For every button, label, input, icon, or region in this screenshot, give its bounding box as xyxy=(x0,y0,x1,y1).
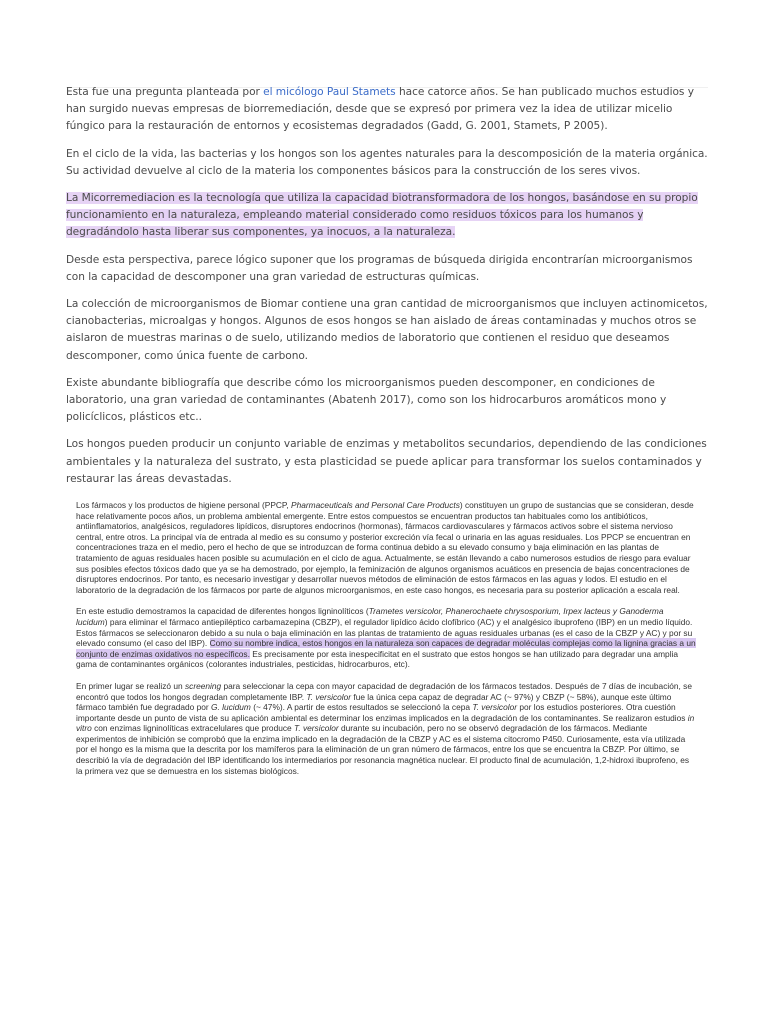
mycologist-link[interactable]: el micólogo Paul Stamets xyxy=(263,86,396,98)
paragraph-7: Los hongos pueden producir un conjunto variable de enzimas y metabolitos secundarios, dependiendo de las condiciones ambientales y la naturaleza del sustrato, y esta plasticidad se puede aplicar para transformar los suelos contaminados y restaurar las áreas devastadas. xyxy=(66,438,707,485)
excerpt-3-text-b: para seleccionar la cepa con mayor capacidad de degradación de los fármacos testados. Después de 7 días de incubación, se encontró que todos los hongos degradan completamente IBP. xyxy=(76,680,692,702)
excerpt-paragraph-2 xyxy=(76,606,696,670)
excerpt-3-em-c: G. lucidum xyxy=(210,702,251,713)
excerpt-2-text: En este estudio demostramos la capacidad de diferentes hongos ligninolíticos ( xyxy=(76,606,369,617)
excerpt-2-text-cont: ) para eliminar el fármaco antiepiléptico carbamazepina (CBZP), el regulador lipídico ácido clofíbrico (AC) y el analgésico ibuprofeno (IBP) en un medio líquido. Estos fármacos se seleccionaron debido a su nula o baja eliminación en las plantas de tratamiento de aguas residuales urbanas (es el caso de la CBZP y AC) y por su elevado consumo (el caso del IBP). xyxy=(76,616,693,649)
excerpt-1-italic: Pharmaceuticals and Personal Care Products xyxy=(291,500,460,510)
excerpt-3-text-c: fue la única cepa capaz de degradar AC (~ 97%) y CBZP (~ 58%), aunque este último fármaco también fue degradado por xyxy=(76,691,672,713)
paragraph-1 xyxy=(66,84,708,136)
excerpt-3-text-e: por los estudios posteriores. Otra cuestión importante desde un punto de vista de su aplicación ambiental es determinar los enzimas implicados en la degradación de los contaminantes. Se realizaron estudios xyxy=(76,702,688,723)
excerpt-3-text-g: durante su incubación, pero no se observó degradación de los fármacos. Mediante experimentos de inhibición se comprobó que la enzima implicado en la degradación de la CBZP y AC es el sistema citocromo P450. Curiosamente, esta vía utilizada por el hongo es la misma que la descrita por los mamíferos para la eliminación de un gran número de fármacos, entre los que se encuentra la CBZP. Por último, se describió la vía de degradación del IBP identificando los intermediarios por resonancia magnética nuclear. El producto final de acumulación, 1,2-hidroxi ibuprofeno, es la primera vez que se demuestra en los sistemas biológicos. xyxy=(76,723,690,776)
excerpt-2-text-end: Es precisamente por esta inespecificitat en el sustrato que estos hongos se han utilizado para degradar una amplia gama de contaminantes orgánicos (colorantes industriales, pesticidas, hidrocarburos, etc). xyxy=(76,648,679,670)
excerpt-2-highlight: Como su nombre indica, estos hongos en la naturaleza son capaces de degradar moléculas complejas como la lignina gracias a un conjunto de enzimas oxidativos no específicos. xyxy=(76,638,696,659)
scanned-excerpt xyxy=(76,500,696,787)
excerpt-3-em-e: in vitro xyxy=(76,712,695,734)
article-top-section xyxy=(66,84,708,498)
paragraph-1-text-start: Esta fue una pregunta planteada por xyxy=(66,86,264,98)
paragraph-3-highlighted xyxy=(66,190,708,242)
excerpt-paragraph-3 xyxy=(76,681,696,776)
excerpt-3-text-a: En primer lugar se realizó un xyxy=(76,680,185,691)
highlighted-text: La Micorremediacion es la tecnología que utiliza la capacidad biotransformadora de los hongos, basándose en su propio funcionamiento en la naturaleza, empleando material considerado como residuos tóxicos para los humanos y degradándolo hasta liberar sus componentes, ya inocuos, a la naturaleza. xyxy=(66,192,698,239)
excerpt-1-text: Los fármacos y los productos de higiene personal (PPCP, xyxy=(76,500,292,510)
excerpt-paragraph-1 xyxy=(76,500,696,595)
paragraph-5: La colección de microorganismos de Biomar contiene una gran cantidad de microorganismos que incluyen actinomicetos, cianobacterias, microalgas y hongos. Algunos de esos hongos se han aislado de áreas contaminadas y muchos otros se aislaron de muestras marinas o de suelo, utilizando medios de laboratorio que contienen el residuo que deseamos descomponer, como única fuente de carbono. xyxy=(66,298,708,362)
excerpt-3-text-d: (~ 47%). A partir de estos resultados se seleccionó la cepa xyxy=(250,702,473,713)
excerpt-3-em-f: T. versicolor xyxy=(293,723,339,734)
excerpt-3-text-f: con enzimas ligninolíticas extracelulares que produce xyxy=(91,723,294,734)
paragraph-2: En el ciclo de la vida, las bacterias y los hongos son los agentes naturales para la descomposición de la materia orgánica. Su actividad devuelve al ciclo de la materia los componentes básicos para la construcción de los seres vivos. xyxy=(66,147,708,177)
paragraph-1-text-end: hace catorce años. Se han publicado muchos estudios y han surgido nuevas empresas de biorremediación, desde que se expresó por primera vez la idea de utilizar micelio fúngico para la restauración de entornos y ecosistemas degradados (Gadd, G. 2001, Stamets, P 2005). xyxy=(66,86,694,133)
paragraph-4: Desde esta perspectiva, parece lógico suponer que los programas de búsqueda dirigida encontrarían microorganismos con la capacidad de descomponer una gran variedad de estructuras químicas. xyxy=(66,253,693,283)
excerpt-1-text-cont: ) constituyen un grupo de sustancias que se consideran, desde hace relativamente pocos años, un problema ambiental emergente. Entre estos compuestos se encuentran productos tan habituales como los antibióticos, antiinflamatorios, analgésicos, reguladores lipídicos, disruptores endocrinos (hormonas), fármacos cardiovasculares y fármacos activos sobre el sistema nervioso central, entre otros. La principal vía de entrada al medio es su consumo y posterior excreción vía fecal o urinaria en las aguas residuales. Los PPCP se encuentran en concentraciones traza en el medio, pero el hecho de que se introduzcan de forma continua debido a su elevado consumo y baja eliminación en las plantas de tratamiento de aguas residuales hacen posible su acumulación en el ciclo de agua. Actualmente, se están llevando a cabo numerosos estudios de riesgo para evaluar sus posibles efectos tóxicos dado que ya se ha demostrado, por ejemplo, la feminización de algunos organismos acuáticos en presencia de bajas concentraciones de disruptores endocrinos. Por tanto, es necesario investigar y desarrollar nuevos métodos de eliminación de estos fármacos en las aguas y lodos. El estudio en el laboratorio de la degradación de los fármacos por parte de algunos microorganismos, en este caso hongos, es necesaria para su posterior aplicación a escala real. xyxy=(76,500,694,595)
paragraph-6: Existe abundante bibliografía que describe cómo los microorganismos pueden descomponer, en condiciones de laboratorio, una gran variedad de contaminantes (Abatenh 2017), como son los hidrocarburos aromáticos mono y policíclicos, plásticos etc.. xyxy=(66,376,667,424)
excerpt-3-em-a: screening xyxy=(184,680,222,691)
excerpt-2-species: Trametes versicolor, Phanerochaete chrysosporium, Irpex lacteus y Ganoderma lucidum xyxy=(76,606,664,627)
excerpt-3-em-d: T. versicolor xyxy=(472,702,518,713)
excerpt-3-em-b: T. versicolor xyxy=(306,691,352,702)
